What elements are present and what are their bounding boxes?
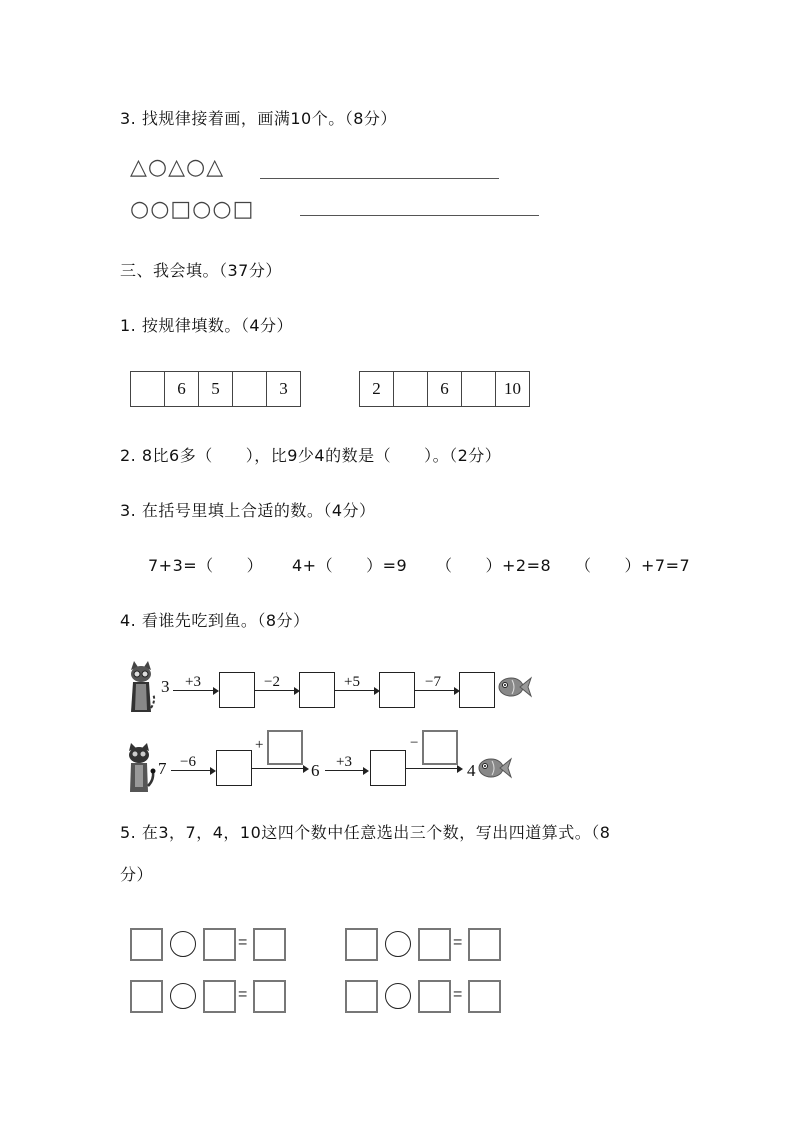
sequence-table-1 [130, 371, 301, 407]
seq2-cell: 6 [428, 372, 462, 407]
arrow [252, 768, 307, 769]
question-fill-title: 3. 在括号里填上合适的数。（4分） [120, 501, 376, 520]
eq1-result[interactable] [253, 928, 286, 961]
row1-start-number: 3 [161, 677, 170, 696]
row1-op4: −7 [425, 674, 441, 690]
question-sequence-title: 1. 按规律填数。（4分） [120, 316, 294, 335]
question-equations-title-line1: 5. 在3，7，4，10这四个数中任意选出三个数，写出四道算式。（8 [120, 823, 611, 842]
arrow [335, 690, 378, 691]
equation-2[interactable]: 4+（ ）=9 [292, 556, 408, 575]
eq3-equals: = [238, 986, 248, 1003]
arrow [415, 690, 458, 691]
sequence-table-2 [359, 371, 530, 407]
arrow [255, 690, 298, 691]
row2-end-number: 4 [467, 761, 476, 780]
fish-icon-2 [478, 757, 512, 779]
row2-answer-box-1[interactable] [216, 750, 252, 786]
seq2-cell[interactable] [394, 372, 428, 407]
eq1-operand-b[interactable] [203, 928, 236, 961]
eq4-operand-a[interactable] [345, 980, 378, 1013]
row2-start-number: 7 [158, 759, 167, 778]
arrow [406, 768, 461, 769]
eq4-equals: = [453, 986, 463, 1003]
row1-answer-box-1[interactable] [219, 672, 255, 708]
equation-3[interactable]: （ ）+2=8 [436, 556, 552, 575]
eq1-operator[interactable] [170, 931, 196, 957]
eq4-operand-b[interactable] [418, 980, 451, 1013]
eq2-operand-a[interactable] [345, 928, 378, 961]
seq1-cell[interactable] [131, 372, 165, 407]
row2-answer-box-2[interactable] [370, 750, 406, 786]
eq2-equals: = [453, 934, 463, 951]
seq2-cell[interactable] [462, 372, 496, 407]
arrow [171, 770, 214, 771]
row2-mid-number: 6 [311, 761, 320, 780]
question-pattern-title: 3. 找规律接着画，画满10个。（8分） [120, 109, 397, 128]
seq1-cell: 5 [199, 372, 233, 407]
eq2-operator[interactable] [385, 931, 411, 957]
eq2-result[interactable] [468, 928, 501, 961]
question-compare-title: 2. 8比6多（ ），比9少4的数是（ ）。（2分） [120, 446, 502, 465]
row2-op4-sign: − [410, 735, 419, 751]
pattern-row1-answer-line[interactable] [260, 178, 499, 179]
seq2-cell: 2 [360, 372, 394, 407]
row1-answer-box-3[interactable] [379, 672, 415, 708]
pattern-row2-answer-line[interactable] [300, 215, 539, 216]
question-fish-title: 4. 看谁先吃到鱼。（8分） [120, 611, 310, 630]
eq4-result[interactable] [468, 980, 501, 1013]
row2-op3: +3 [336, 754, 352, 770]
cat-icon [126, 660, 156, 718]
arrow [173, 690, 217, 691]
equation-4[interactable]: （ ）+7=7 [575, 556, 691, 575]
row2-operand-box-2[interactable] [422, 730, 458, 765]
eq3-result[interactable] [253, 980, 286, 1013]
row1-op2: −2 [264, 674, 280, 690]
eq1-equals: = [238, 934, 248, 951]
arrow [325, 770, 367, 771]
equation-1[interactable]: 7+3=（ ） [148, 556, 264, 575]
row2-op1: −6 [180, 754, 196, 770]
seq2-cell: 10 [496, 372, 530, 407]
question-equations-title-line2: 分） [120, 865, 154, 884]
row2-operand-box-1[interactable] [267, 730, 303, 765]
section-title: 三、我会填。（37分） [120, 261, 282, 280]
eq3-operand-a[interactable] [130, 980, 163, 1013]
seq1-cell: 6 [165, 372, 199, 407]
fish-icon [498, 676, 532, 698]
eq3-operator[interactable] [170, 983, 196, 1009]
row1-op3: +5 [344, 674, 360, 690]
eq4-operator[interactable] [385, 983, 411, 1009]
pattern-row1-shapes: △○△○△ [130, 155, 225, 180]
row1-answer-box-4[interactable] [459, 672, 495, 708]
seq1-cell[interactable] [233, 372, 267, 407]
row1-op1: +3 [185, 674, 201, 690]
row2-op2-sign: + [255, 737, 264, 753]
seq1-cell: 3 [267, 372, 301, 407]
row1-answer-box-2[interactable] [299, 672, 335, 708]
cat-icon-2 [124, 742, 156, 794]
eq1-operand-a[interactable] [130, 928, 163, 961]
eq2-operand-b[interactable] [418, 928, 451, 961]
eq3-operand-b[interactable] [203, 980, 236, 1013]
pattern-row2-shapes: ○○□○○□ [130, 197, 255, 222]
